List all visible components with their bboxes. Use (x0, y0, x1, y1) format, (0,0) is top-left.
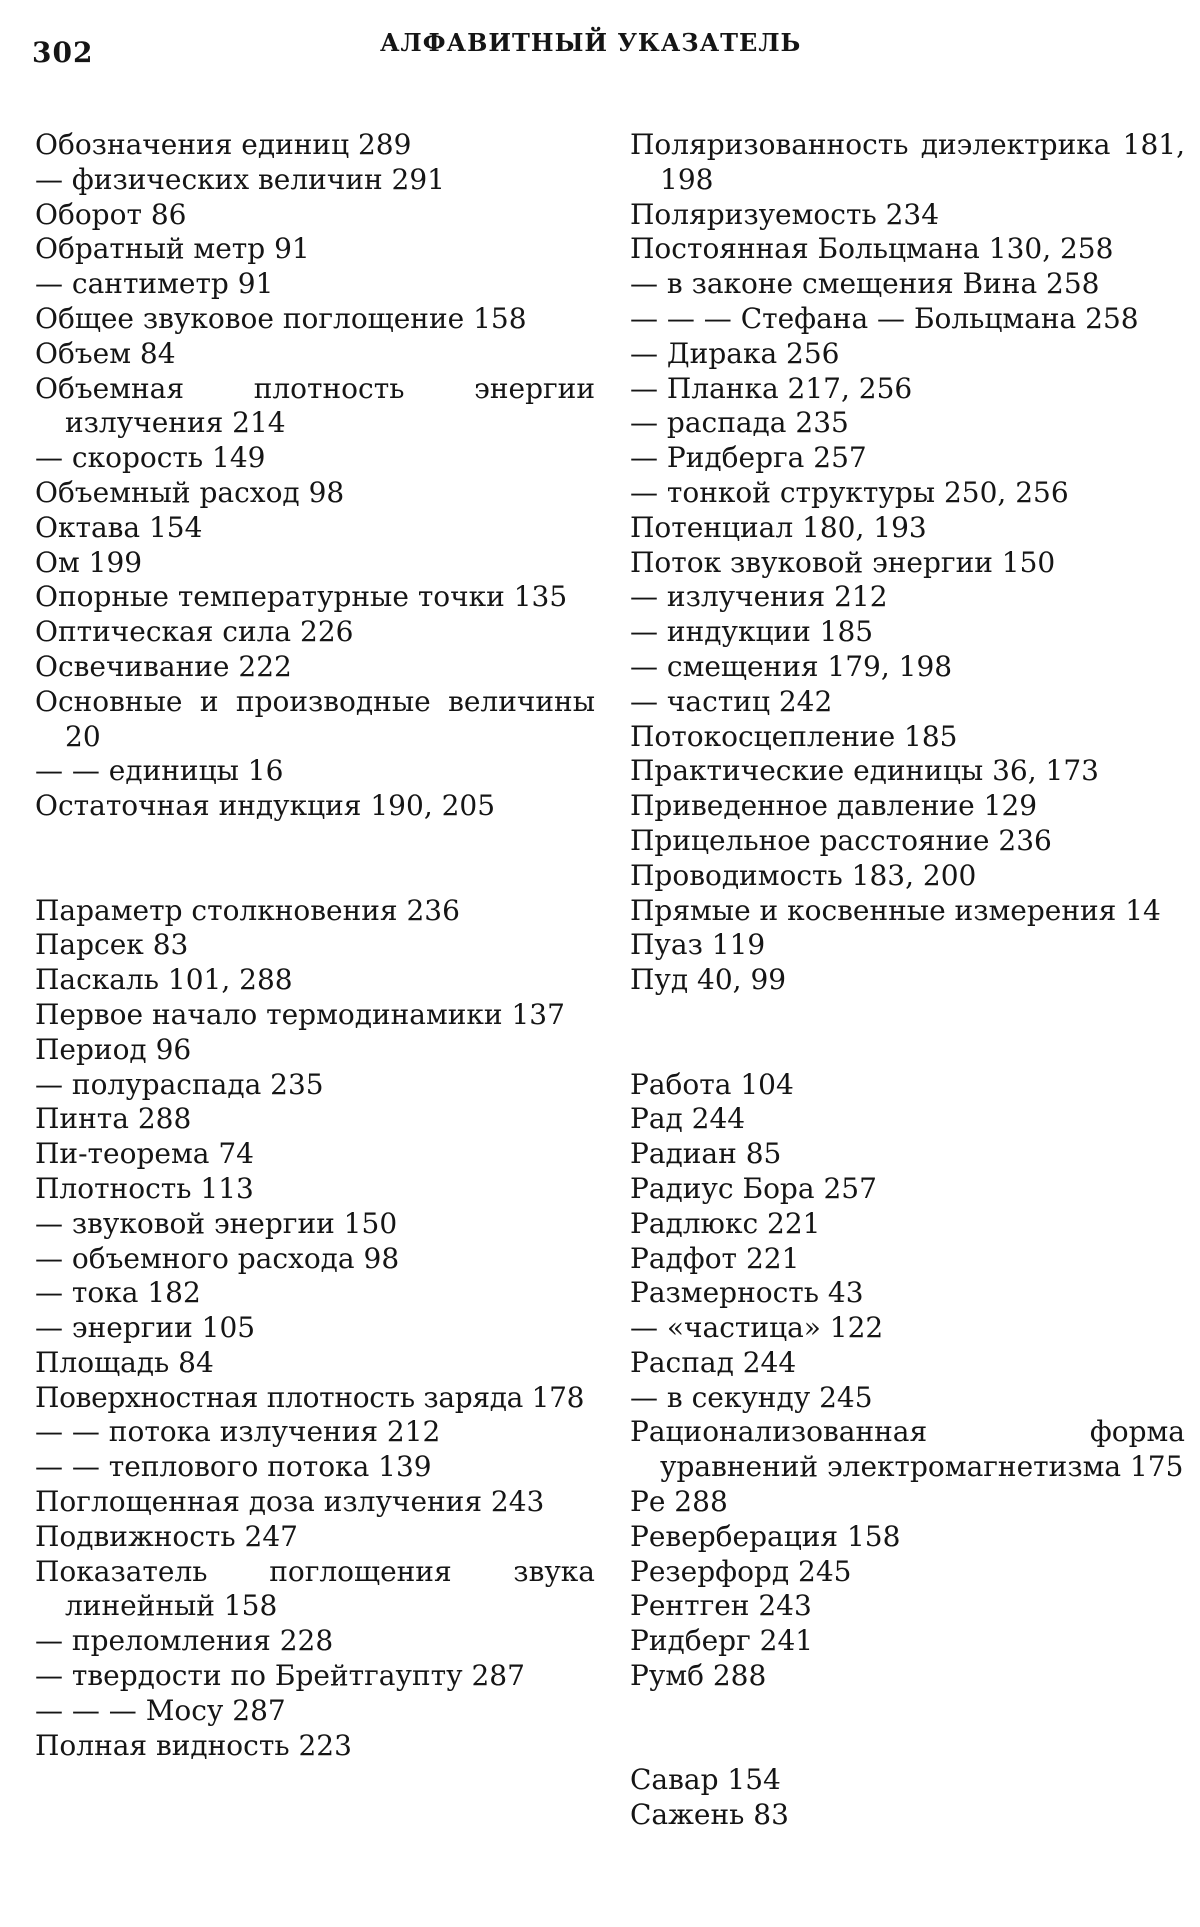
index-entry: Прямые и косвенные измерения 14 (630, 893, 1161, 927)
index-column-left (35, 128, 595, 1763)
index-entry: Освечивание 222 (35, 649, 292, 683)
index-entry: Полная видность 223 (35, 1728, 352, 1762)
index-entry: — физических величин 291 (35, 162, 445, 196)
index-entry: Оптическая сила 226 (35, 615, 354, 649)
index-entry: Савар 154 (630, 1763, 781, 1797)
index-entry: Паскаль 101, 288 (35, 963, 293, 997)
index-entry: Парсек 83 (35, 928, 189, 962)
index-entry: Пи-теорема 74 (35, 1137, 254, 1171)
index-entry: Рад 244 (630, 1102, 746, 1136)
index-entry: Резерфорд 245 (630, 1554, 852, 1588)
index-entry: — частиц 242 (630, 684, 833, 718)
index-entry: Пуаз 119 (630, 928, 766, 962)
index-entry: Радиан 85 (630, 1137, 782, 1171)
letter-section-gap (630, 998, 1185, 1068)
index-entry: Основные и производные величины 20 (35, 684, 595, 753)
index-entry: — — потока излучения 212 (35, 1415, 441, 1449)
index-entry: — — единицы 16 (35, 754, 284, 788)
index-entry: Потокосцепление 185 (630, 719, 958, 753)
index-entry: Плотность 113 (35, 1171, 254, 1205)
index-entry: Распад 244 (630, 1345, 797, 1379)
index-entry: — звуковой энергии 150 (35, 1206, 398, 1240)
index-entry: — тока 182 (35, 1276, 201, 1310)
letter-section-gap (35, 824, 595, 894)
index-entry: Площадь 84 (35, 1345, 214, 1379)
index-entry: — в секунду 245 (630, 1380, 873, 1414)
index-entry: — индукции 185 (630, 615, 874, 649)
index-entry: Сажень 83 (630, 1798, 789, 1832)
index-entry: Практические единицы 36, 173 (630, 754, 1099, 788)
index-entry: — Планка 217, 256 (630, 371, 913, 405)
index-entry: Показатель поглощения звука линейный 158 (35, 1554, 595, 1623)
index-entry: — в законе смещения Вина 258 (630, 267, 1100, 301)
index-entry: Первое начало термодинамики 137 (35, 997, 565, 1031)
index-entry: — сантиметр 91 (35, 267, 274, 301)
index-entry: Объемная плотность энергии излучения 214 (35, 371, 595, 440)
index-entry: Проводимость 183, 200 (630, 858, 977, 892)
index-entry: Рентген 243 (630, 1589, 812, 1623)
index-entry: Радлюкс 221 (630, 1206, 821, 1240)
index-entry: Пинта 288 (35, 1102, 192, 1136)
index-entry: Поток звуковой энергии 150 (630, 545, 1056, 579)
running-head: АЛФАВИТНЫЙ УКАЗАТЕЛЬ (380, 28, 802, 57)
index-entry: Ре 288 (630, 1485, 728, 1519)
index-entry: Рационализованная форма уравнений электромагнетизма 175 (630, 1415, 1185, 1484)
index-entry: Реверберация 158 (630, 1519, 901, 1553)
index-entry: Румб 288 (630, 1659, 767, 1693)
index-entry: Ом 199 (35, 545, 143, 579)
index-entry: — объемного расхода 98 (35, 1241, 400, 1275)
index-entry: — излучения 212 (630, 580, 888, 614)
index-entry: Прицельное расстояние 236 (630, 823, 1052, 857)
index-entry: Потенциал 180, 193 (630, 510, 927, 544)
index-entry: Приведенное давление 129 (630, 789, 1038, 823)
page-number: 302 (32, 36, 94, 69)
index-entry: Пуд 40, 99 (630, 963, 787, 997)
index-entry: Поляризуемость 234 (630, 197, 940, 231)
index-entry: Подвижность 247 (35, 1519, 298, 1553)
index-entry: Поверхностная плотность заряда 178 (35, 1380, 585, 1414)
index-entry: Параметр столкновения 236 (35, 893, 460, 927)
index-entry: Оборот 86 (35, 197, 187, 231)
index-entry: Ридберг 241 (630, 1624, 814, 1658)
index-entry: Общее звуковое поглощение 158 (35, 301, 527, 335)
index-entry: — Ридберга 257 (630, 441, 867, 475)
index-entry: — полураспада 235 (35, 1067, 324, 1101)
index-entry: Остаточная индукция 190, 205 (35, 789, 496, 823)
index-entry: Объем 84 (35, 336, 176, 370)
index-entry: Поляризованность диэлектрика 181, 198 (630, 128, 1185, 196)
index-entry: — распада 235 (630, 406, 849, 440)
index-entry: — «частица» 122 (630, 1311, 884, 1345)
index-entry: Период 96 (35, 1032, 192, 1066)
index-entry: Поглощенная доза излучения 243 (35, 1485, 545, 1519)
index-entry: — смещения 179, 198 (630, 649, 953, 683)
index-entry: — твердости по Брейтгаупту 287 (35, 1659, 525, 1693)
index-entry: Радиус Бора 257 (630, 1171, 877, 1205)
index-entry: — энергии 105 (35, 1311, 256, 1345)
index-column-right (630, 128, 1185, 1833)
index-entry: — — — Мосу 287 (35, 1693, 286, 1727)
index-entry: Постоянная Больцмана 130, 258 (630, 232, 1114, 266)
index-entry: Радфот 221 (630, 1241, 800, 1275)
index-entry: Опорные температурные точки 135 (35, 580, 568, 614)
index-entry: Размерность 43 (630, 1276, 864, 1310)
letter-section-gap (630, 1694, 1185, 1764)
index-entry: Обратный метр 91 (35, 232, 310, 266)
index-entry: Работа 104 (630, 1067, 794, 1101)
index-entry: Обозначения единиц 289 (35, 128, 412, 161)
index-entry: — тонкой структуры 250, 256 (630, 475, 1069, 509)
index-entry: — преломления 228 (35, 1624, 334, 1658)
index-entry: — — теплового потока 139 (35, 1450, 432, 1484)
index-entry: Октава 154 (35, 510, 203, 544)
index-entry: — — — Стефана — Больцмана 258 (630, 301, 1139, 335)
index-entry: Объемный расход 98 (35, 475, 345, 509)
index-entry: — скорость 149 (35, 441, 266, 475)
index-entry: — Дирака 256 (630, 336, 840, 370)
